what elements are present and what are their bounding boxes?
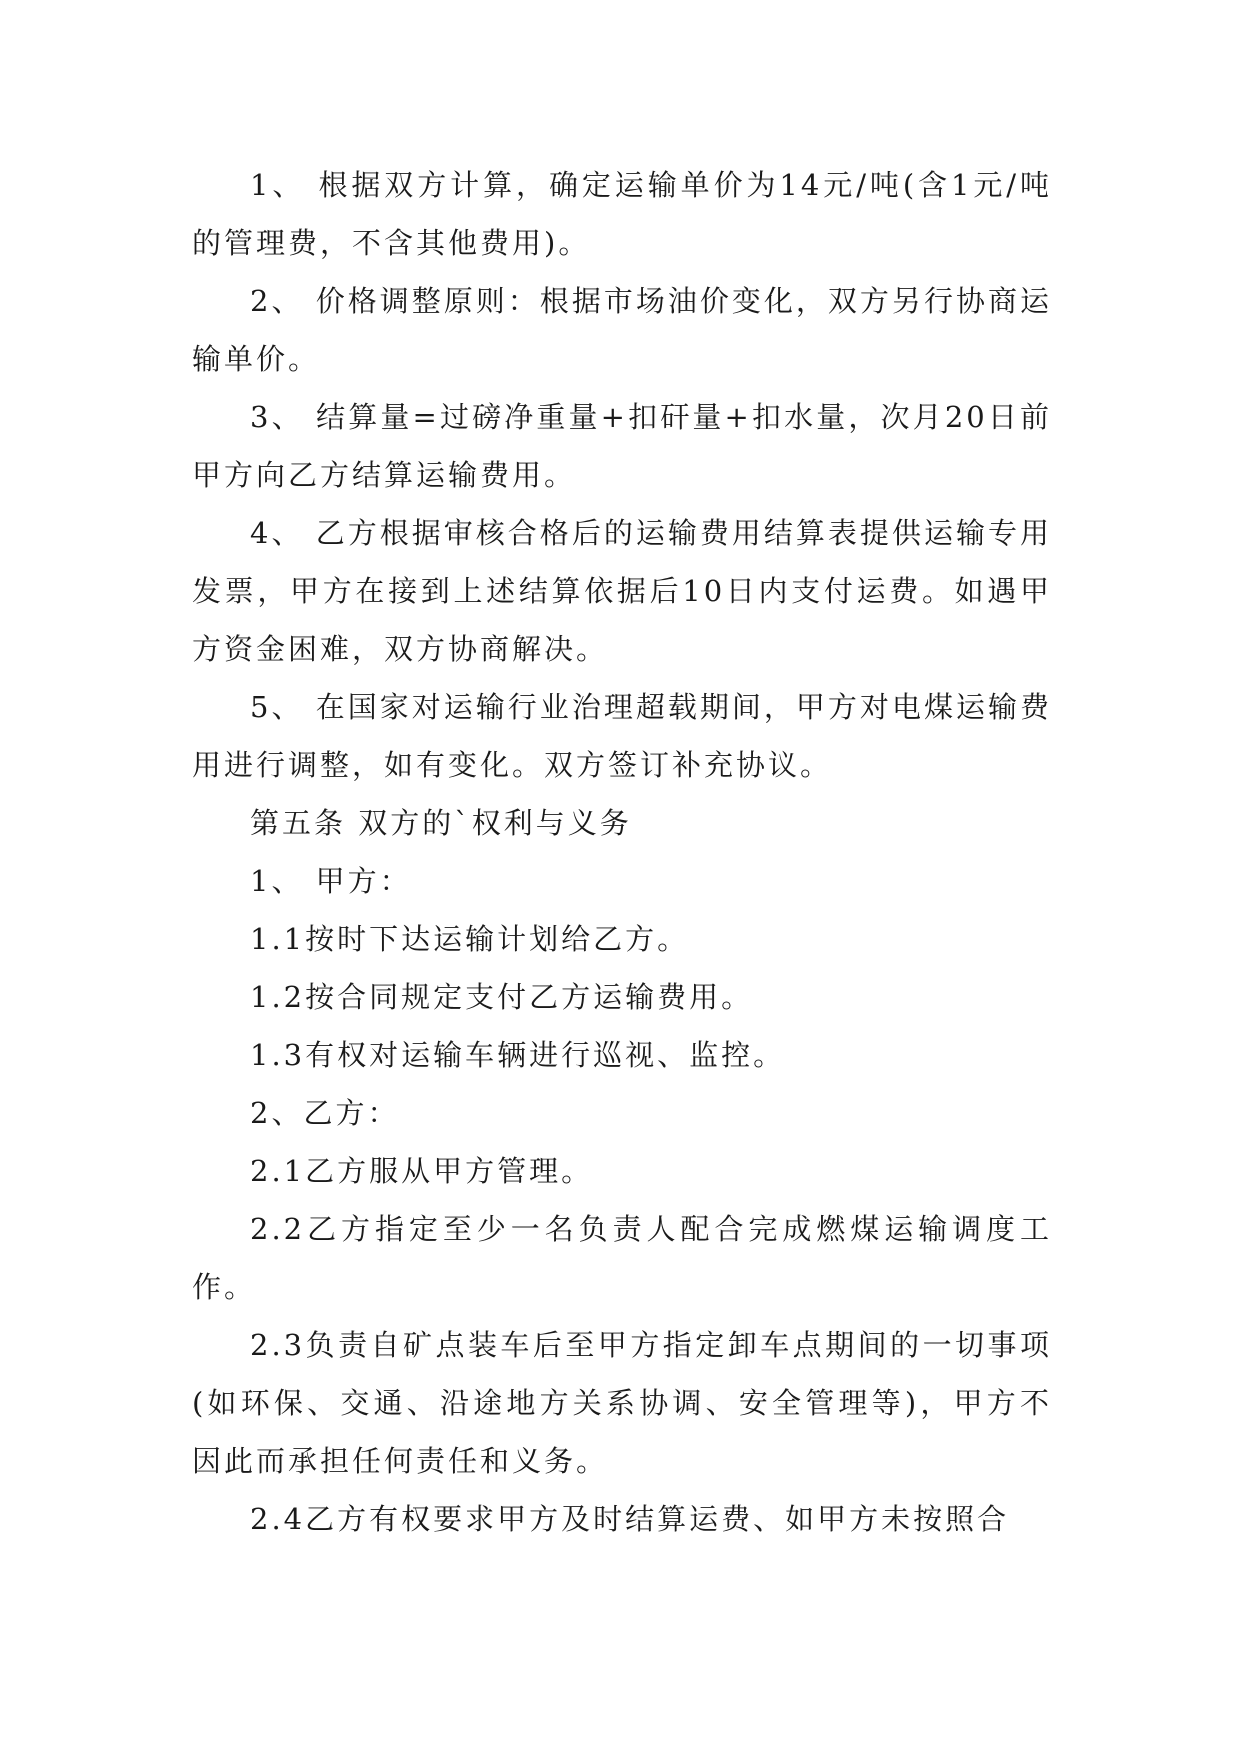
party-a-item-1-3: 1.3有权对运输车辆进行巡视、监控。	[250, 1038, 786, 1072]
clause-price: 1、 根据双方计算，确定运输单价为14元/吨(含1元/吨的管理费，不含其他费用)。	[192, 168, 1052, 260]
party-a-heading: 1、 甲方：	[250, 864, 412, 898]
clause-price-adjustment: 2、 价格调整原则：根据市场油价变化，双方另行协商运输单价。	[192, 284, 1052, 376]
clause-settlement: 3、 结算量=过磅净重量+扣矸量+扣水量，次月20日前甲方向乙方结算运输费用。	[192, 400, 1052, 492]
clause-invoice-payment: 4、 乙方根据审核合格后的运输费用结算表提供运输专用发票，甲方在接到上述结算依据后10日内支付运费。如遇甲方资金困难，双方协商解决。	[192, 516, 1052, 666]
party-b-item-2-2: 2.2乙方指定至少一名负责人配合完成燃煤运输调度工作。	[192, 1212, 1052, 1304]
clause-overload-adjustment: 5、 在国家对运输行业治理超载期间，甲方对电煤运输费用进行调整，如有变化。双方签订补充协议。	[192, 690, 1052, 782]
party-a-item-1-2: 1.2按合同规定支付乙方运输费用。	[250, 980, 754, 1014]
party-b-heading: 2、乙方：	[250, 1096, 400, 1130]
document-body	[192, 156, 1052, 1548]
party-b-item-2-1: 2.1乙方服从甲方管理。	[250, 1154, 594, 1188]
party-b-item-2-4: 2.4乙方有权要求甲方及时结算运费、如甲方未按照合	[250, 1502, 1010, 1536]
party-a-item-1-1: 1.1按时下达运输计划给乙方。	[250, 922, 690, 956]
article-five-heading: 第五条 双方的`权利与义务	[250, 806, 632, 840]
party-b-item-2-3: 2.3负责自矿点装车后至甲方指定卸车点期间的一切事项(如环保、交通、沿途地方关系协调、安全管理等)，甲方不因此而承担任何责任和义务。	[192, 1328, 1052, 1478]
